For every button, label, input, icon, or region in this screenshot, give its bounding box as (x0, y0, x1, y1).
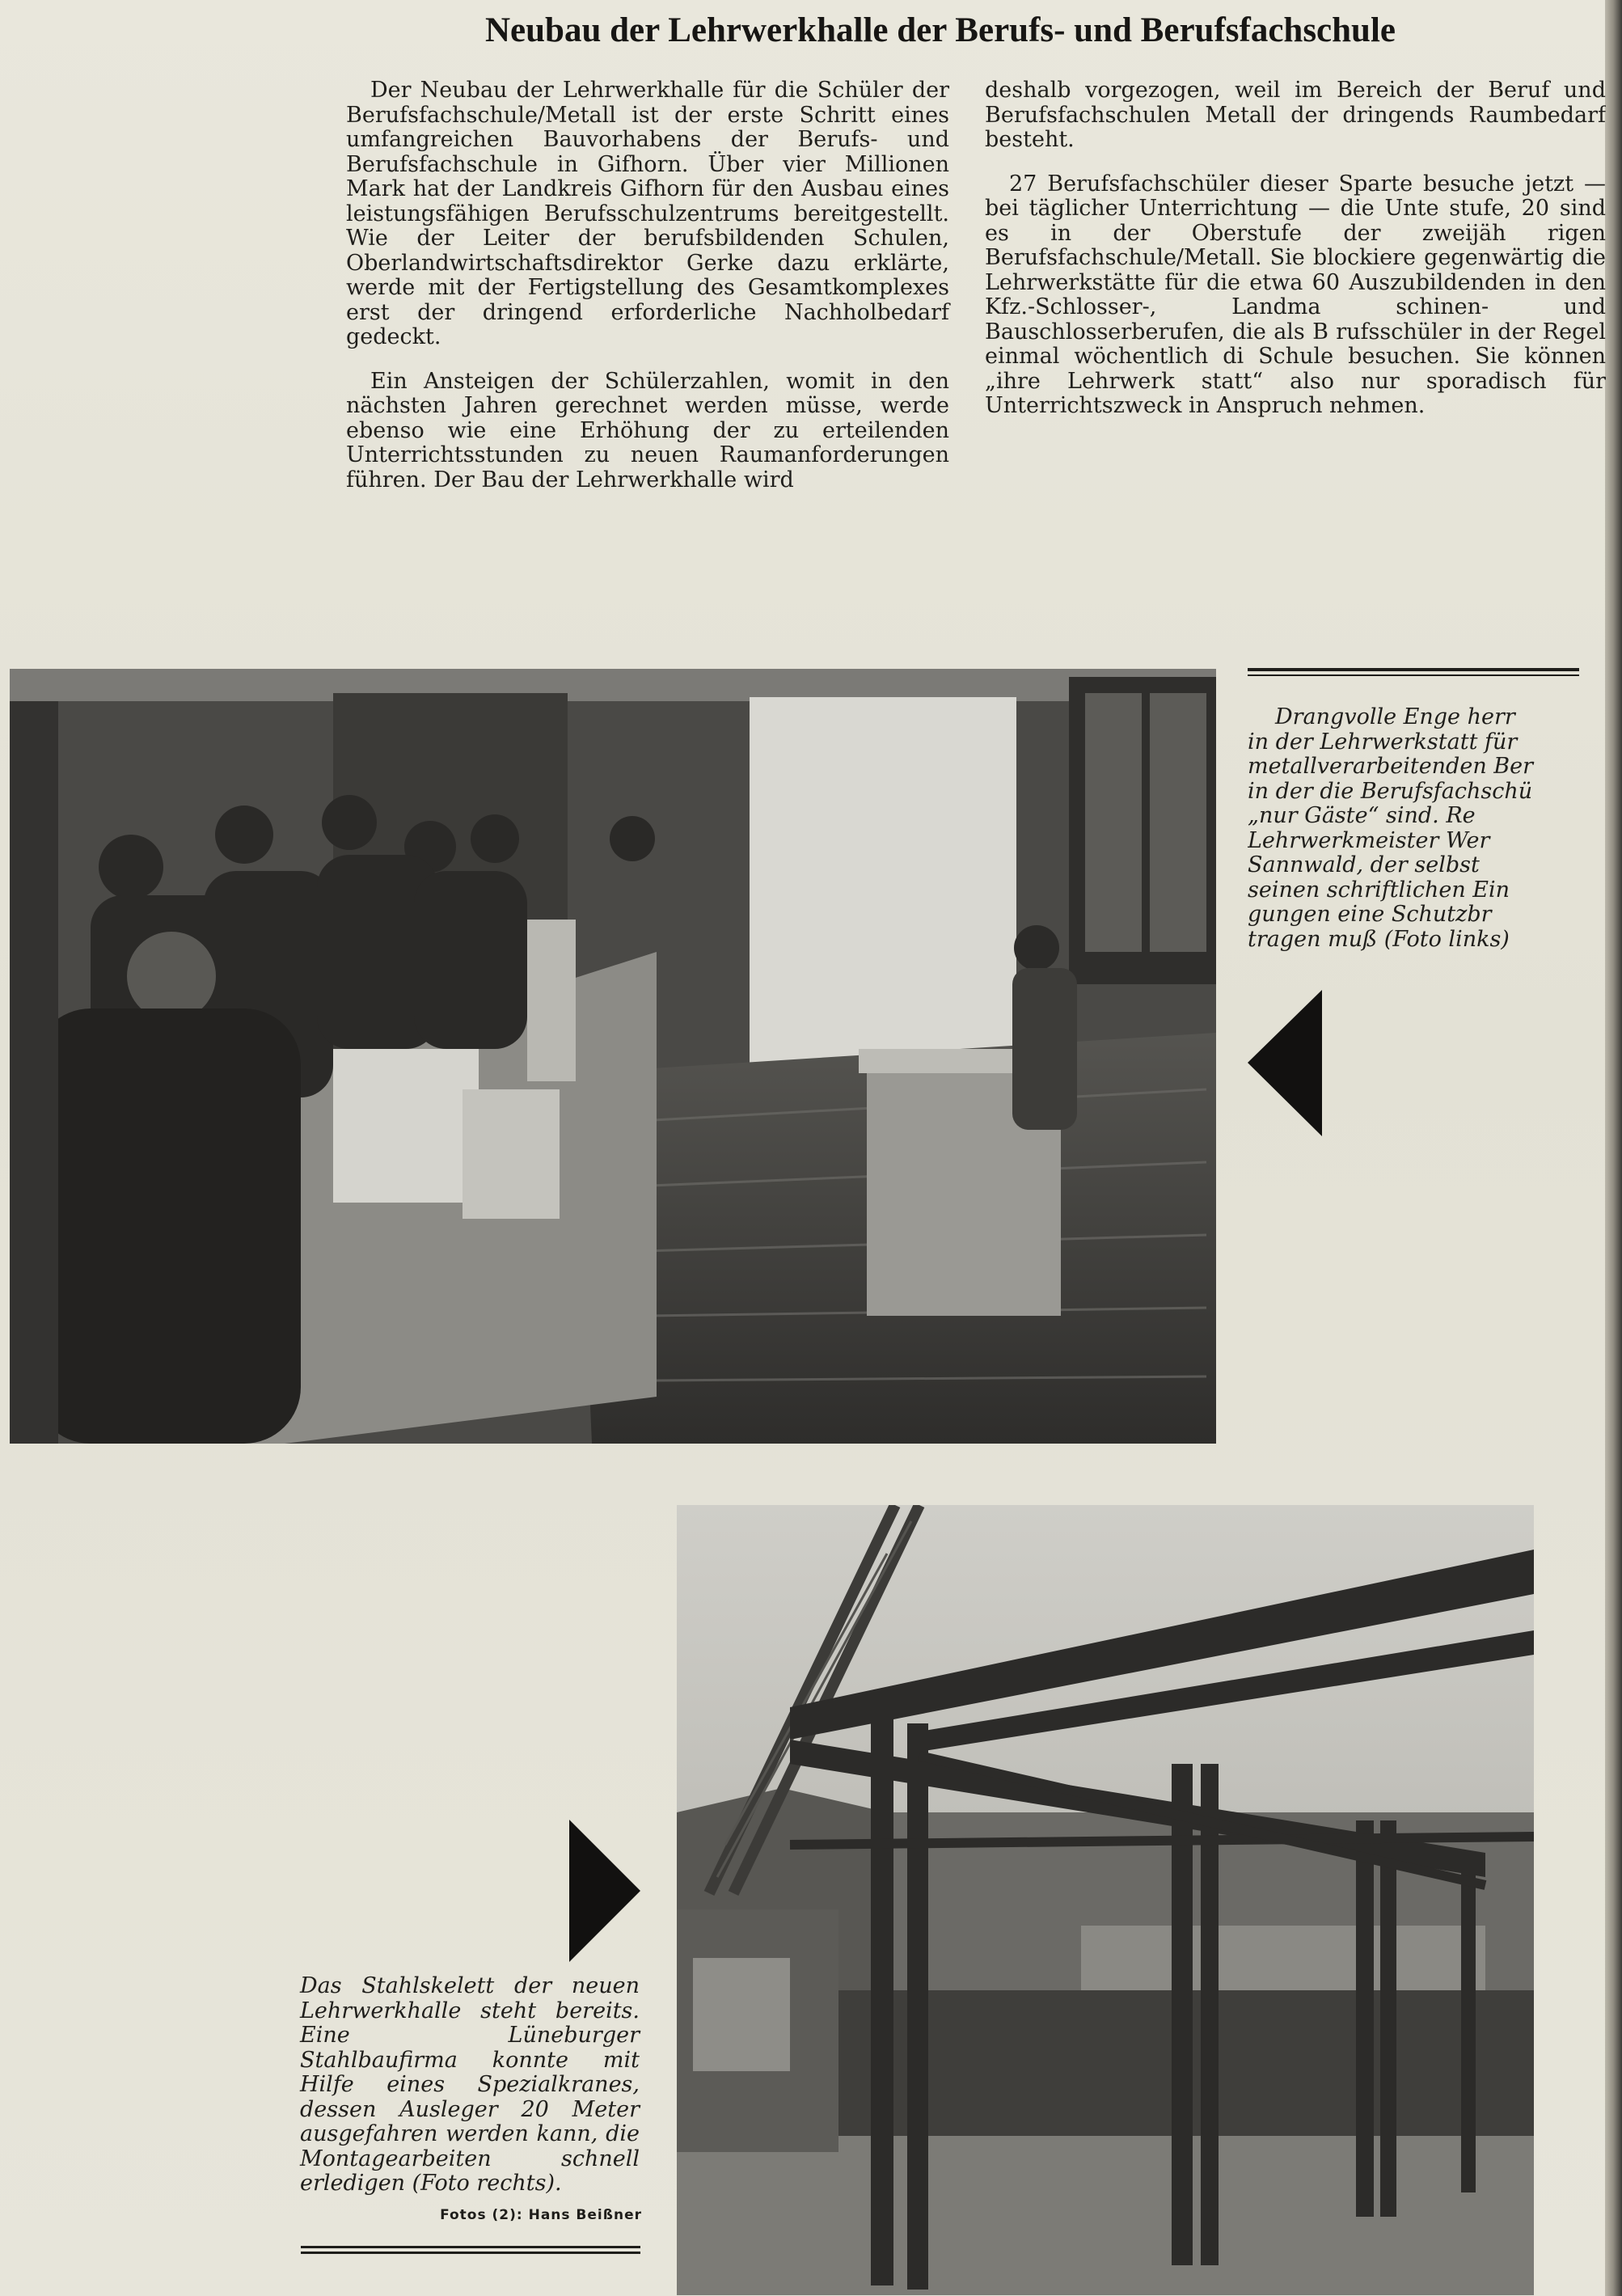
caption-line: metallverarbeitenden Ber (1248, 754, 1534, 779)
steel-caption: Das Stahlskelett der neuen Lehrwerkhalle steht bereits. Eine Lüneburger Stahlbaufirma konnte mit Hilfe eines Spezialkranes, dessen Ausleger 20 Meter ausgefahren werden kann, die Montagearbeiten schnell erledigen (Foto rechts). (300, 1973, 640, 2196)
article-column-right (985, 78, 1606, 438)
binder-edge (1605, 0, 1622, 2296)
paragraph: 27 Berufsfachschüler dieser Sparte besuche jetzt — bei täglicher Unterrichtung — die Unte stufe, 20 sind es in der Oberstufe der zweijäh rigen Berufsfachschule/Metall. Sie blockiere gegenwärtig die Lehrwerkstätte für die etwa 60 Auszubildenden in den Kfz.-Schlosser-, Landma schinen- und Bauschlosserberufen, die als B rufsschüler in der Regel einmal wöchentlich di Schule besuchen. Sie können „ihre Lehrwerk statt“ also nur sporadisch für Unterrichtszweck in Anspruch nehmen. (985, 171, 1606, 418)
caption-rule (301, 2252, 640, 2254)
photo-credit: Fotos (2): Hans Beißner (440, 2207, 642, 2223)
caption-rule (1248, 668, 1579, 671)
caption-rule (301, 2246, 640, 2248)
caption-line: Lehrwerkmeister Wer (1248, 827, 1490, 853)
caption-line: Sannwald, der selbst (1248, 852, 1480, 877)
caption-line: in der Lehrwerkstatt für (1248, 729, 1518, 755)
triangle-left-icon (1246, 988, 1324, 1138)
steel-frame-photo (677, 1505, 1534, 2295)
caption-line: in der die Berufsfachschü (1248, 778, 1533, 804)
caption-line: seinen schriftlichen Ein (1248, 877, 1510, 903)
workshop-caption (1248, 705, 1591, 952)
article-column-left (346, 78, 949, 512)
caption-line: Drangvolle Enge herr (1275, 705, 1515, 729)
caption-line: „nur Gäste“ sind. Re (1248, 803, 1476, 828)
paragraph: deshalb vorgezogen, weil im Bereich der Beruf und Berufsfachschulen Metall der dringends Raumbedarf besteht. (985, 78, 1606, 152)
workshop-photo (10, 669, 1216, 1444)
article-headline: Neubau der Lehrwerkhalle der Berufs- und Berufsfachschule (485, 11, 1396, 49)
caption-line: tragen muß (Foto links) (1248, 926, 1510, 952)
triangle-right-icon (568, 1818, 642, 1964)
paragraph: Ein Ansteigen der Schülerzahlen, womit in den nächsten Jahren gerechnet werden müsse, werde ebenso wie eine Erhöhung der zu erteilenden Unterrichtsstunden zu neuen Raumanforderungen führen. Der Bau der Lehrwerkhalle wird (346, 368, 949, 493)
paragraph: Der Neubau der Lehrwerkhalle für die Schüler der Berufsfachschule/Metall ist der erste Schritt eines umfangreichen Bauvorhabens der Berufs- und Berufsfachschule in Gifhorn. Über vier Millionen Mark hat der Landkreis Gifhorn für den Ausbau eines leistungsfähigen Berufsschulzentrums bereitgestellt. Wie der Leiter der berufsbildenden Schulen, Oberlandwirtschaftsdirektor Gerke dazu erklärte, werde mit der Fertigstellung des Gesamtkomplexes erst der dringend erforderliche Nachholbedarf gedeckt. (346, 78, 949, 349)
caption-rule (1248, 674, 1579, 676)
caption-line: gungen eine Schutzbr (1248, 902, 1492, 927)
